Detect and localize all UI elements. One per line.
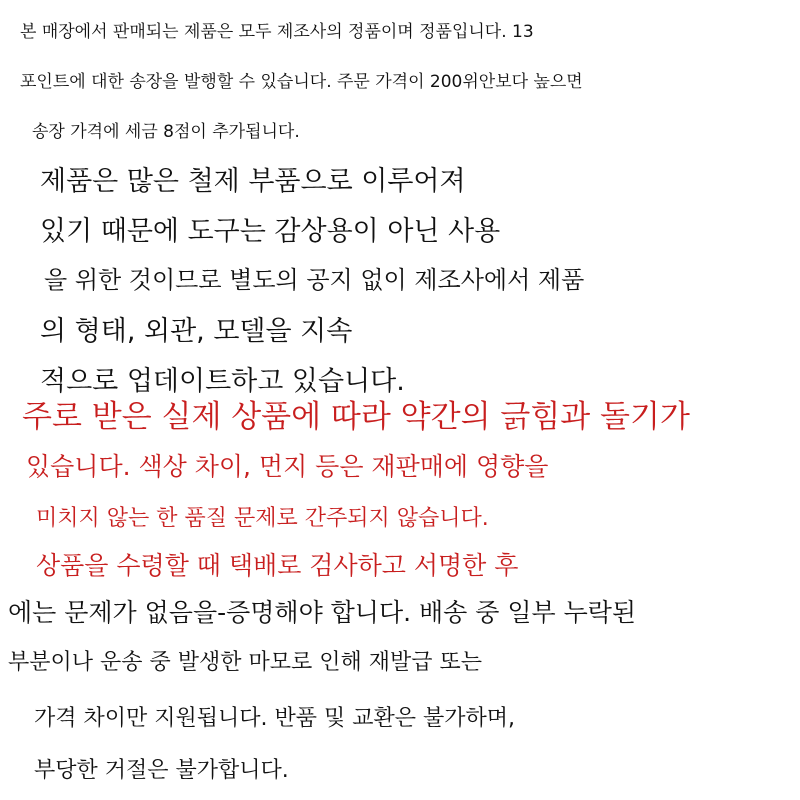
notice-line-shape-model: 의 형태, 외관, 모델을 지속 xyxy=(40,316,353,347)
notice-line-tool-usage: 있기 때문에 도구는 감상용이 아닌 사용 xyxy=(40,216,501,247)
notice-line-invoice: 포인트에 대한 송장을 발행할 수 있습니다. 주문 가격이 200위안보다 높으면 xyxy=(20,72,583,92)
warning-line-inspect-delivery: 상품을 수령할 때 택배로 검사하고 서명한 후 xyxy=(36,551,519,580)
notice-line-tax: 송장 가격에 세금 8점이 추가됩니다. xyxy=(32,122,300,142)
notice-line-prove-no-problem: 에는 문제가 없음을-증명해야 합니다. 배송 중 일부 누락된 xyxy=(8,598,637,627)
warning-line-scratches: 주로 받은 실제 상품에 따라 약간의 긁힘과 돌기가 xyxy=(22,399,690,435)
notice-line-no-returns: 가격 차이만 지원됩니다. 반품 및 교환은 불가하며, xyxy=(34,706,515,731)
notice-line-iron-parts: 제품은 많은 철제 부품으로 이루어져 xyxy=(40,166,466,197)
notice-line-no-notice: 을 위한 것이므로 별도의 공지 없이 제조사에서 제품 xyxy=(44,266,585,294)
notice-line-genuine-products: 본 매장에서 판매되는 제품은 모두 제조사의 정품이며 정품입니다. 13 xyxy=(20,22,534,42)
notice-line-reissue: 부분이나 운송 중 발생한 마모로 인해 재발급 또는 xyxy=(8,650,482,675)
warning-line-color-dust: 있습니다. 색상 차이, 먼지 등은 재판매에 영향을 xyxy=(26,452,549,481)
notice-line-no-refusal: 부당한 거절은 불가합니다. xyxy=(34,758,289,783)
warning-line-not-quality-issue: 미치지 않는 한 품질 문제로 간주되지 않습니다. xyxy=(36,506,489,531)
notice-line-updating: 적으로 업데이트하고 있습니다. xyxy=(40,366,405,397)
